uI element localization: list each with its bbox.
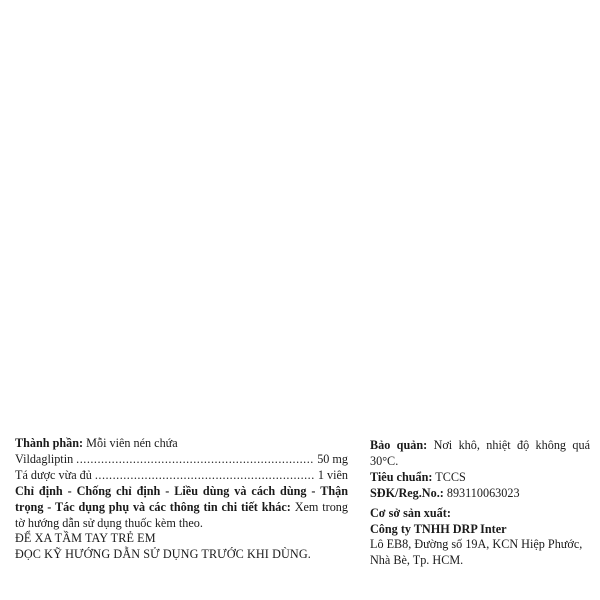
registration-label: SĐK/Reg.No.: [370,485,444,500]
manufacturer-address: Lô EB8, Đường số 19A, KCN Hiệp Phước, Nhà Bè, Tp. HCM. [370,537,583,568]
manufacturer-label: Cơ sở sản xuất: [370,505,451,520]
indications-label: Chỉ định - Chống chỉ định - Liều dùng và cách dùng - Thận trọng - Tác dụng phụ và các thông tin chi tiết khác: [15,483,348,514]
registration-line [370,486,590,502]
composition-text: Mỗi viên nén chứa [86,436,178,450]
composition-label: Thành phần: [15,436,84,450]
ingredient-name: Vildagliptin [15,451,74,466]
ingredient-row [15,452,348,468]
dot-leader [76,452,314,468]
registration-value: 893110063023 [446,485,520,500]
ingredient-name: Tá dược vừa đủ [15,467,92,482]
standard-value: TCCS [435,469,466,484]
manufacturer-name: Công ty TNHH DRP Inter [370,521,507,536]
indications-text: Xem trong tờ hướng dẫn sử dụng thuốc kèm theo. [15,499,348,530]
ingredient-amount: 1 viên [317,467,348,482]
standard-label: Tiêu chuẩn: [370,469,433,484]
ingredient-row [15,468,348,484]
storage-paragraph [370,438,590,470]
indications-paragraph [15,484,348,532]
ingredient-amount: 50 mg [317,451,348,466]
composition-heading [15,436,348,452]
warning-read-instructions: ĐỌC KỸ HƯỚNG DẪN SỬ DỤNG TRƯỚC KHI DÙNG. [15,547,311,562]
right-info-panel [370,438,590,569]
standard-line [370,470,590,486]
storage-text: Nơi khô, nhiệt độ không quá 30°C. [370,438,590,468]
dot-leader [95,468,315,484]
left-info-panel [15,436,348,563]
storage-label: Bảo quản: [370,438,428,452]
warning-children: ĐỂ XA TẦM TAY TRẺ EM [15,531,156,546]
